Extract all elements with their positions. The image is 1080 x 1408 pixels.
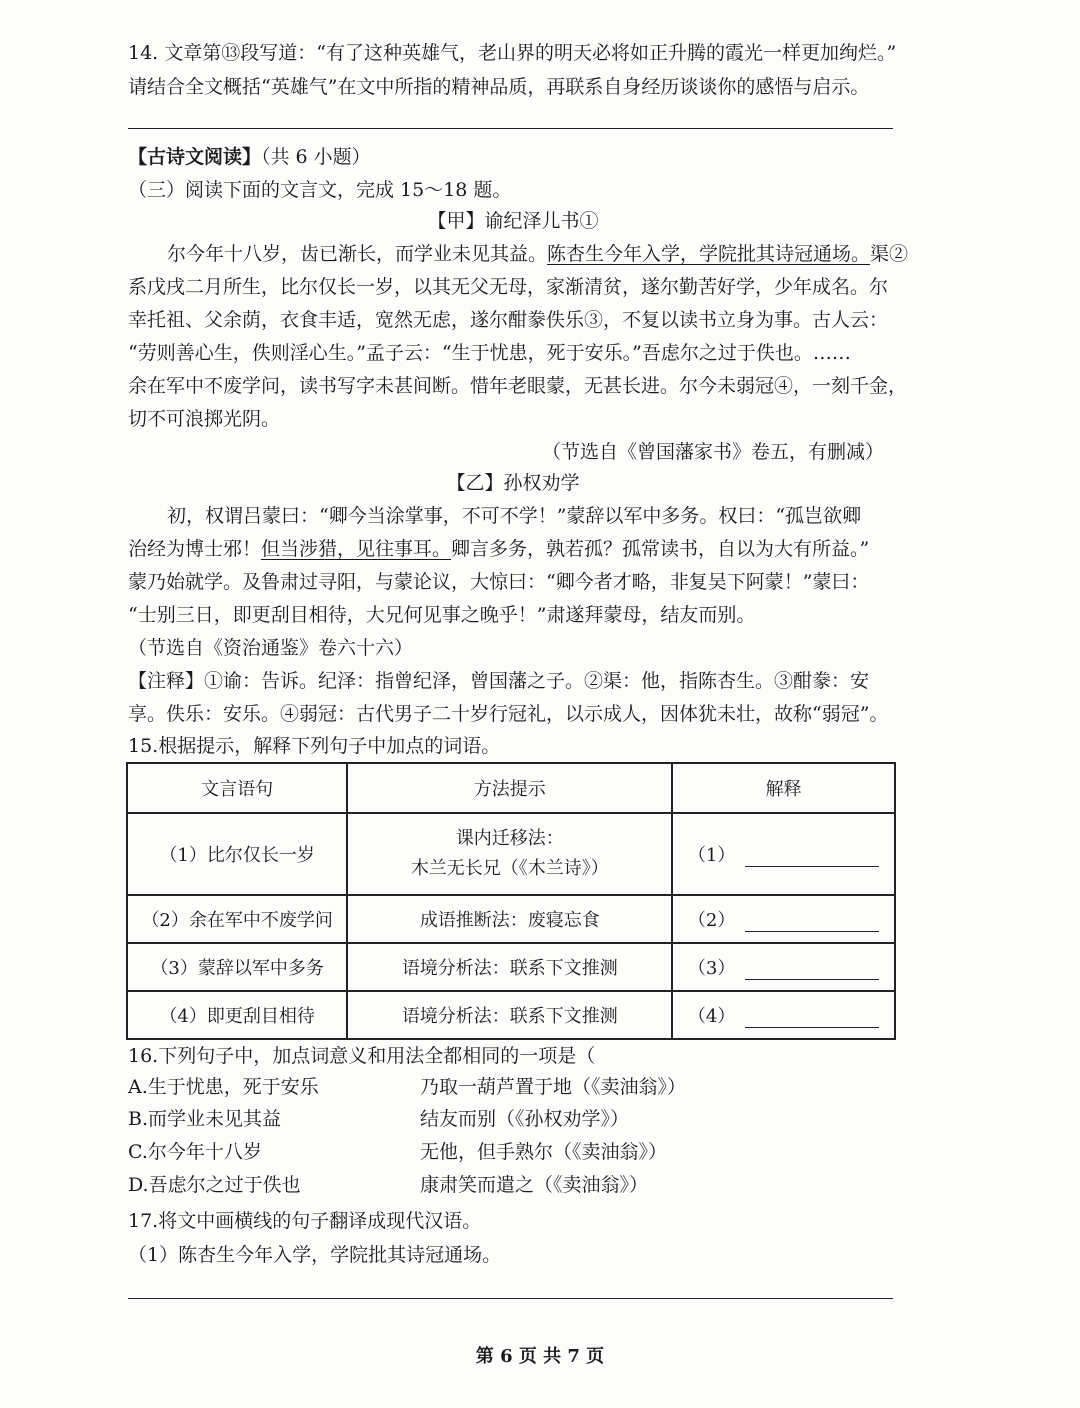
q15-hint-line: 木兰无长兄（《木兰诗》） <box>410 858 609 879</box>
q16-option-d-right: 康肃笑而遣之（《卖油翁》） <box>420 1174 649 1196</box>
notes-line-1: 【注释】①谕：告诉。纪泽：指曾纪泽，曾国藩之子。②渠：他，指陈杏生。③酣豢：安 <box>128 670 870 692</box>
q15-answer-label: （4） <box>687 1006 736 1027</box>
q16-option-d-left: D.吾虑尔之过于佚也 <box>128 1174 301 1196</box>
answer-blank[interactable] <box>745 961 879 980</box>
q15-hint-line: 课内迁移法： <box>455 828 564 849</box>
answer-rule <box>128 128 893 129</box>
q16-option-b-right: 结友而别（《孙权劝学》） <box>420 1108 630 1130</box>
jia-source: （节选自《曾国藩家书》卷五，有删减） <box>541 441 884 463</box>
yi-line-3: 蒙乃始就学。及鲁肃过寻阳，与蒙论议，大惊曰：“卿今者才略，非复吴下阿蒙！”蒙曰： <box>128 571 870 593</box>
table-row <box>127 943 895 991</box>
page-footer: 第 6 页 共 7 页 <box>475 1346 605 1367</box>
q15-answer-cell <box>672 991 895 1039</box>
jia-line-3: 幸托祖、父余荫，衣食丰适，宽然无虑，遂尔酣豢佚乐③，不复以读书立身为事。古人云： <box>128 309 889 331</box>
jia-underlined-sentence: 陈杏生今年入学，学院批其诗冠通场。 <box>547 243 871 265</box>
section-title: 【古诗文阅读】 <box>128 146 262 168</box>
q15-answer-cell <box>672 895 895 943</box>
q15-sentence: （1）比尔仅长一岁 <box>127 813 347 895</box>
q15-answer-label: （2） <box>687 910 736 931</box>
q15-hint: 语境分析法：联系下文推测 <box>347 991 672 1039</box>
jia-line-4: “劳则善心生，佚则淫心生。”孟子云：“生于忧患，死于安乐。”吾虑尔之过于佚也。…… <box>128 342 851 364</box>
q15-answer-cell <box>672 943 895 991</box>
notes-line-2: 享。佚乐：安乐。④弱冠：古代男子二十岁行冠礼，以示成人，因体犹未壮，故称“弱冠”。 <box>128 703 889 725</box>
section-count: （共 6 小题） <box>261 146 371 168</box>
yi-line-2 <box>128 532 898 566</box>
q17-prompt: 17.将文中画横线的句子翻译成现代汉语。 <box>128 1210 482 1232</box>
q15-table <box>126 762 896 1040</box>
jia-line-2: 系戊戌二月所生，比尔仅长一岁，以其无父无母，家渐清贫，遂尔勤苦好学，少年成名。尔 <box>128 276 889 298</box>
q16-option-c-right: 无他，但手熟尔（《卖油翁》） <box>420 1141 668 1163</box>
yi-source: （节选自《资治通鉴》卷六十六） <box>128 637 414 659</box>
q15-header-row <box>127 763 895 813</box>
q16-option-b-left: B.而学业未见其益 <box>128 1108 282 1130</box>
yi-title: 【乙】孙权劝学 <box>446 472 580 494</box>
q15-sentence: （4）即更刮目相待 <box>127 991 347 1039</box>
q15-answer-label: （3） <box>687 958 736 979</box>
q15-answer-label: （1） <box>687 845 736 866</box>
yi-line-4: “士别三日，即更刮目相待，大兄何见事之晚乎！”肃遂拜蒙母，结友而别。 <box>128 604 756 626</box>
q16-prompt: 16.下列句子中，加点词意义和用法全都相同的一项是（ <box>128 1045 596 1067</box>
jia-line-1-text: 尔今年十八岁，齿已渐长，而学业未见其益。 <box>167 243 548 265</box>
q16-option-c-left: C.尔今年十八岁 <box>128 1141 262 1163</box>
jia-line-6: 切不可浪掷光阴。 <box>128 408 281 430</box>
answer-blank[interactable] <box>745 1009 879 1028</box>
section-heading <box>128 140 898 174</box>
jia-title: 【甲】谕纪泽儿书① <box>427 210 599 232</box>
table-row <box>127 895 895 943</box>
q15-header: 文言语句 <box>127 763 347 813</box>
yi-line-1: 初，权谓吕蒙曰：“卿今当涂掌事，不可不学！”蒙辞以军中多务。权曰：“孤岂欲卿 <box>167 505 862 527</box>
q15-hint: 语境分析法：联系下文推测 <box>347 943 672 991</box>
q15-sentence: （2）余在军中不废学问 <box>127 895 347 943</box>
q17-item-1: （1）陈杏生今年入学，学院批其诗冠通场。 <box>128 1244 502 1266</box>
yi-line-2-end: 卿言多务，孰若孤？孤常读书，自以为大有所益。” <box>451 538 870 560</box>
jia-line-1 <box>167 237 909 271</box>
q15-header: 方法提示 <box>347 763 672 813</box>
q14-line-2: 请结合全文概括“英雄气”在文中所指的精神品质，再联系自身经历谈谈你的感悟与启示。 <box>128 76 870 98</box>
yi-line-2-text: 治经为博士邪！ <box>128 538 262 560</box>
q15-header: 解释 <box>672 763 895 813</box>
q15-answer-cell <box>672 813 895 895</box>
answer-blank[interactable] <box>745 848 879 867</box>
table-row <box>127 813 895 895</box>
jia-line-1-end: 渠② <box>870 243 909 265</box>
table-row <box>127 991 895 1039</box>
jia-line-5: 余在军中不废学问，读书写字未甚间断。惜年老眼蒙，无甚长进。尔今未弱冠④，一刻千金， <box>128 375 908 397</box>
q15-hint <box>347 813 672 895</box>
section-instruction: （三）阅读下面的文言文，完成 15～18 题。 <box>128 179 512 201</box>
q15-hint: 成语推断法：废寝忘食 <box>347 895 672 943</box>
answer-rule <box>128 1298 893 1299</box>
q15-sentence: （3）蒙辞以军中多务 <box>127 943 347 991</box>
yi-underlined-sentence: 但当涉猎，见往事耳。 <box>261 538 452 560</box>
q14-line-1: 14. 文章第⑬段写道：“有了这种英雄气，老山界的明天必将如正升腾的霞光一样更加绚烂。” <box>128 42 897 64</box>
q16-option-a-right: 乃取一葫芦置于地（《卖油翁》） <box>420 1076 687 1098</box>
q15-prompt: 15.根据提示，解释下列句子中加点的词语。 <box>128 735 501 757</box>
answer-blank[interactable] <box>745 913 879 932</box>
q16-option-a-left: A.生于忧患，死于安乐 <box>128 1076 319 1098</box>
